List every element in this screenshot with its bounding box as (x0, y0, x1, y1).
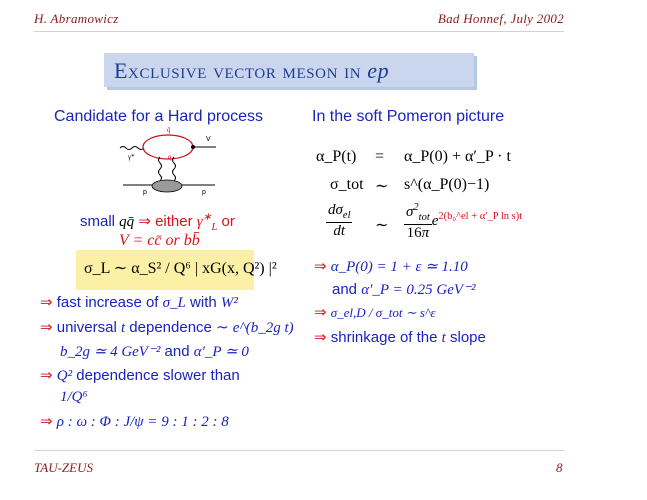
bullet-1-math: t (120, 320, 126, 336)
eq3-rel: ∼ (375, 217, 389, 234)
bullet-0-math: σ_L (162, 295, 186, 311)
proton-blob (152, 180, 182, 192)
right-bullet-3 (314, 328, 486, 347)
slide-title (104, 53, 474, 87)
bullet-3 (40, 366, 240, 385)
bullet-5-math: ρ : ω : Φ : J/ψ = 9 : 1 : 2 : 8 (56, 414, 229, 430)
gamma-l-sup: ∗ (202, 212, 212, 223)
right-bullet-3-t: t (441, 330, 446, 346)
right-bullet-3-tail: slope (445, 329, 486, 346)
bullet-arrow: ⇒ (314, 303, 327, 321)
eq1-rel: = (375, 148, 385, 165)
bullet-1-math2: e^(b_2g t) (232, 320, 294, 336)
or-text: or (217, 213, 235, 230)
bullet-arrow: ⇒ (314, 257, 327, 275)
right-bullet-3-text: shrinkage of the (330, 329, 442, 346)
bullet-3-math: Q² (56, 368, 73, 384)
implies-arrow: ⇒ (138, 212, 151, 230)
page-number: 8 (556, 460, 563, 475)
diagram-label-q: q (168, 153, 172, 161)
v-line: V = cc̄ or bb̄ (119, 232, 200, 249)
right-bullet-1-math: α′_P = 0.25 GeV⁻² (361, 282, 476, 298)
diagram-label-gamma: γ* (128, 153, 135, 161)
gamma-l-sub: L (211, 222, 218, 233)
bullet-4 (60, 388, 88, 406)
eq1-rhs: α_P(0) + α′_P · t (404, 148, 511, 165)
bullet-4-math: 1/Q⁶ (60, 389, 88, 405)
small-qqbar-line (80, 211, 235, 233)
either-text: either (155, 213, 197, 230)
bullet-arrow: ⇒ (40, 318, 53, 336)
bullet-0-math2: W² (220, 295, 238, 311)
bullet-1-text: universal (56, 319, 121, 336)
feynman-diagram (118, 127, 228, 197)
eq3-lhs-den: dt (333, 222, 346, 239)
eq3-lhs (326, 202, 352, 239)
small-prefix: small (80, 213, 120, 230)
eq3-rhs-den: 16π (406, 224, 430, 241)
eq2-rel: ∼ (375, 178, 389, 195)
bullet-arrow: ⇒ (40, 412, 53, 430)
right-subtitle: In the soft Pomeron picture (312, 108, 505, 125)
bullet-3-tail: dependence slower than (72, 367, 240, 384)
footer-group: TAU-ZEUS (34, 460, 93, 475)
bullet-0-tail: with (185, 294, 221, 311)
eq1-lhs: α_P(t) (316, 148, 357, 165)
bullet-0-text: fast increase of (56, 294, 163, 311)
right-bullet-0-math: α_P(0) = 1 + ε ≃ 1.10 (330, 259, 468, 275)
header-event: Bad Honnef, July 2002 (437, 11, 564, 26)
bullet-1-tail: dependence ∼ (125, 319, 233, 336)
eq3-exp: 2(b₀^el + α′_P ln s)t (438, 210, 523, 222)
left-subtitle: Candidate for a Hard process (54, 108, 263, 125)
right-bullet-1 (332, 280, 475, 299)
gamma-l: γ (196, 214, 203, 230)
eq2-rhs: s^(α_P(0)−1) (404, 176, 490, 193)
small-term: qq̄ (119, 214, 135, 230)
right-bullet-2-math: σ_el,D / σ_tot ∼ s^ε (330, 305, 436, 320)
eq2-lhs: σ_tot (330, 176, 364, 193)
photon-line (120, 147, 144, 150)
diagram-label-p-in: p (143, 189, 147, 196)
boxed-formula: σ_L ∼ α_S² / Q⁶ | xG(x, Q²) |² (84, 260, 277, 277)
right-bullet-1-and: and (332, 281, 362, 298)
diagram-label-p-out: p (202, 189, 206, 196)
bullet-arrow: ⇒ (40, 293, 53, 311)
eq3-rhs (404, 202, 522, 241)
eq3-e: e (431, 212, 439, 229)
bullet-2-math: b_2g ≃ 4 GeV⁻² (60, 344, 161, 360)
bullet-1 (40, 318, 294, 337)
bullet-arrow: ⇒ (314, 328, 327, 346)
bullet-arrow: ⇒ (40, 366, 53, 384)
right-bullet-2 (314, 303, 436, 321)
title-suffix: ep (367, 58, 390, 83)
bullet-2 (60, 342, 249, 361)
right-bullet-0 (314, 257, 468, 276)
diagram-label-v: V (206, 136, 211, 143)
footer-rule (34, 450, 564, 451)
title-prefix: Exclusive vector meson in (114, 58, 368, 83)
diagram-label-qbar: q̄ (167, 127, 171, 134)
bullet-0 (40, 293, 238, 312)
eq3-lhs-num: $d\sigma_{el}$ (328, 202, 351, 221)
bullet-5 (40, 412, 229, 431)
bullet-2-math2: α′_P ≃ 0 (193, 344, 249, 360)
header-author: H. Abramowicz (34, 11, 119, 26)
bullet-2-tail: and (160, 343, 194, 360)
header-rule (34, 31, 564, 32)
eq3-rhs-num: $\sigma^2_{tot}$ (406, 202, 430, 223)
